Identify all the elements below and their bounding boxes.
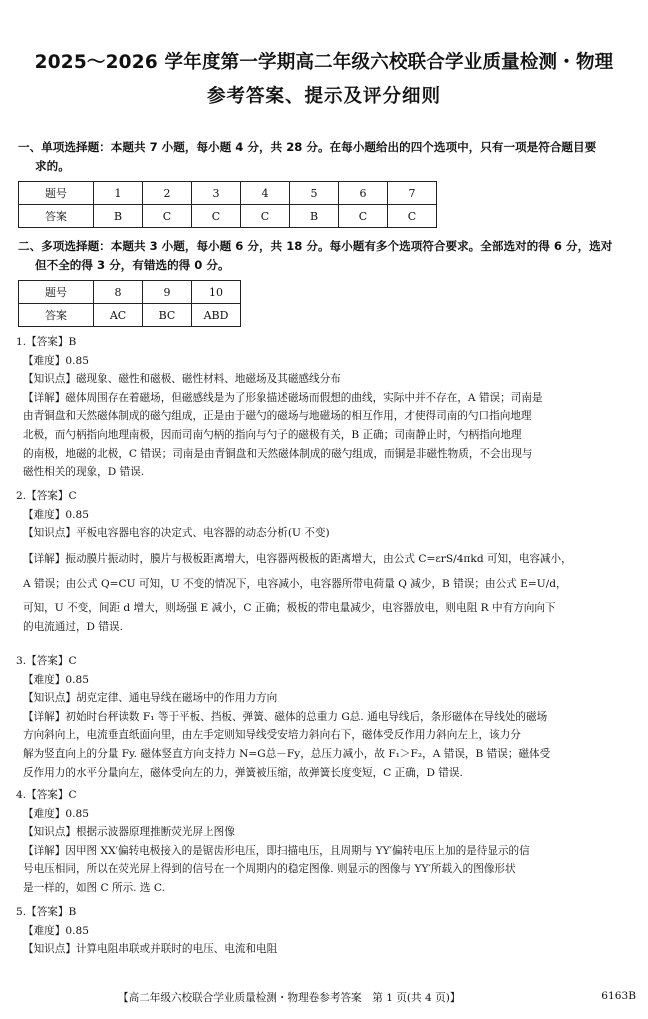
question-1-explanation	[16, 333, 640, 482]
detail-line: A 错误；由公式 Q=CU 可知，U 不变的情况下，电容减小，电容器所带电荷量 Q 减少，B 错误；由公式 E=U/d，	[23, 578, 567, 591]
question-2-explanation	[16, 487, 640, 636]
question-3-explanation	[16, 652, 640, 782]
detail-line: 由青铜盘和天然磁体制成的磁勺组成，正是由于磁勺的磁场与地磁场的相互作用，才使得司南的勺口指向地理	[23, 410, 532, 423]
detail-line: 【详解】因甲图 XX′偏转电极接入的是锯齿形电压，即扫描电压，且周期与 YY′偏转电压上加的是待显示的信	[23, 844, 530, 857]
answer-cell: ABD	[192, 304, 241, 327]
answer-line: 1.【答案】B	[16, 336, 77, 348]
section-single-choice	[18, 138, 638, 176]
answer-table-single	[18, 181, 437, 228]
detail-line: 可知，U 不变，间距 d 增大，则场强 E 减小，C 正确；极板的带电量减少，电容器放电，则电阻 R 中有方向向下	[23, 601, 556, 614]
number-cell: 1	[94, 182, 143, 205]
section-heading-cont: 求的。	[35, 159, 70, 173]
detail-line: 【详解】磁体周围存在着磁场，但磁感线是为了形象描述磁场而假想的曲线，实际中并不存在，A 错误；司南是	[23, 391, 543, 404]
table-row	[19, 281, 241, 304]
difficulty-line: 【难度】0.85	[23, 508, 89, 521]
knowledge-line: 【知识点】磁现象、磁性和磁极、磁性材料、地磁场及其磁感线分布	[23, 373, 341, 386]
answer-cell: C	[143, 205, 192, 228]
answer-cell: AC	[94, 304, 143, 327]
difficulty-line: 【难度】0.85	[23, 924, 89, 937]
detail-line: 磁性相关的现象，D 错误.	[23, 466, 145, 479]
answer-label-cell: 答案	[19, 205, 94, 228]
number-cell: 8	[94, 281, 143, 304]
answer-cell: BC	[143, 304, 192, 327]
answer-cell: C	[339, 205, 388, 228]
number-cell: 10	[192, 281, 241, 304]
table-row	[19, 182, 437, 205]
number-cell: 3	[192, 182, 241, 205]
answer-line: 2.【答案】C	[16, 490, 77, 502]
number-cell: 5	[290, 182, 339, 205]
answer-cell: C	[192, 205, 241, 228]
knowledge-line: 【知识点】计算电阻串联或并联时的电压、电流和电阻	[23, 943, 278, 956]
detail-line: 方向斜向上，电流垂直纸面向里，由左手定则知导线受安培力斜向右下，磁体受反作用力斜向左上，该力分	[23, 729, 521, 742]
section-multi-choice	[18, 237, 638, 275]
difficulty-line: 【难度】0.85	[23, 673, 89, 686]
knowledge-line: 【知识点】平板电容器电容的决定式、电容器的动态分析(U 不变)	[23, 527, 330, 540]
answer-cell: B	[94, 205, 143, 228]
answer-line: 3.【答案】C	[16, 655, 77, 667]
knowledge-line: 【知识点】根据示波器原理推断荧光屏上图像	[23, 826, 235, 839]
answer-table-multi	[18, 280, 241, 327]
section-heading: 一、单项选择题：本题共 7 小题，每小题 4 分，共 28 分。在每小题给出的四个选项中，只有一项是符合题目要	[18, 140, 597, 154]
answer-label-cell: 答案	[19, 304, 94, 327]
page-subtitle: 参考答案、提示及评分细则	[206, 86, 441, 107]
question-5-explanation	[16, 903, 640, 959]
difficulty-line: 【难度】0.85	[23, 807, 89, 820]
question-4-explanation	[16, 786, 640, 898]
detail-line: 北极，而勺柄指向地理南极，因而司南勺柄的指向与勺子的磁极有关，B 正确；司南静止时，勺柄指向地理	[23, 428, 522, 441]
answer-cell: C	[388, 205, 437, 228]
table-row	[19, 304, 241, 327]
detail-line: 号电压相同，所以在荧光屏上得到的信号在一个周期内的稳定图像. 则显示的图像与 YY′所载入的图像形状	[23, 863, 516, 876]
header-label-cell: 题号	[19, 182, 94, 205]
detail-line: 的南极，地磁的北极，C 错误；司南是由青铜盘和天然磁体制成的磁勺组成，而铜是非磁性物质，不会出现与	[23, 447, 533, 460]
answer-cell: C	[241, 205, 290, 228]
detail-line: 【详解】振动膜片振动时，膜片与极板距离增大，电容器两极板的距离增大，由公式 C=εrS/4πkd 可知，电容减小，	[23, 552, 572, 565]
page-title: 2025～2026 学年度第一学期高二年级六校联合学业质量检测・物理	[34, 52, 614, 73]
detail-line: 解为竖直向上的分量 Fy. 磁体竖直方向支持力 N=G总－Fy，总压力减小，故 F₁＞F₂，A 错误，B 错误；磁体受	[23, 747, 551, 760]
detail-line: 的电流通过，D 错误.	[23, 620, 123, 633]
header-label-cell: 题号	[19, 281, 94, 304]
knowledge-line: 【知识点】胡克定律、通电导线在磁场中的作用力方向	[23, 692, 278, 705]
number-cell: 7	[388, 182, 437, 205]
number-cell: 2	[143, 182, 192, 205]
section-heading: 二、多项选择题：本题共 3 小题，每小题 6 分，共 18 分。每小题有多个选项符合要求。全部选对的得 6 分，选对	[18, 239, 613, 253]
detail-line: 反作用力的水平分量向左，磁体受向左的力，弹簧被压缩，故弹簧长度变短，C 正确，D 错误.	[23, 766, 463, 779]
answer-line: 5.【答案】B	[16, 906, 77, 918]
answer-line: 4.【答案】C	[16, 789, 77, 801]
table-row	[19, 205, 437, 228]
footer-text: 【高二年级六校联合学业质量检测・物理卷参考答案 第 1 页(共 4 页)】	[118, 992, 461, 1004]
number-cell: 9	[143, 281, 192, 304]
section-heading-cont: 但不全的得 3 分，有错选的得 0 分。	[35, 258, 230, 272]
number-cell: 4	[241, 182, 290, 205]
difficulty-line: 【难度】0.85	[23, 354, 89, 367]
number-cell: 6	[339, 182, 388, 205]
answer-cell: B	[290, 205, 339, 228]
footer-code: 6163B	[601, 990, 636, 1002]
detail-line: 是一样的，如图 C 所示. 选 C.	[23, 881, 165, 894]
detail-line: 【详解】初始时台秤读数 F₁ 等于平板、挡板、弹簧、磁体的总重力 G总. 通电导线后，条形磁体在导线处的磁场	[23, 710, 548, 723]
